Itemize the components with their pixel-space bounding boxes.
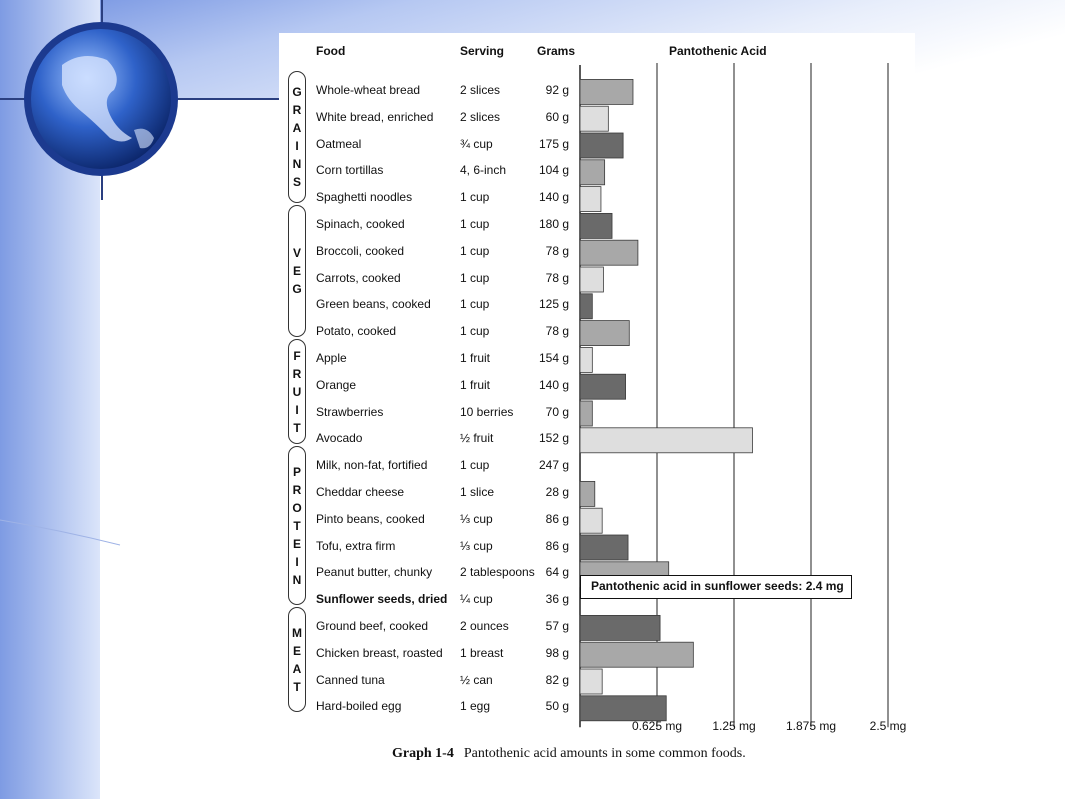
- food-label: Tofu, extra firm: [316, 538, 396, 553]
- food-label: Ground beef, cooked: [316, 619, 429, 633]
- grams-label: 57 g: [545, 619, 569, 633]
- group-letter: A: [292, 661, 302, 676]
- food-label: Peanut butter, chunky: [316, 565, 433, 580]
- chart-title: Pantothenic Acid: [669, 44, 767, 58]
- group-letter: I: [295, 139, 299, 153]
- food-label: Chicken breast, roasted: [316, 645, 443, 660]
- group-letter: R: [292, 366, 302, 381]
- food-label: Canned tuna: [316, 672, 385, 687]
- food-label: Potato, cooked: [316, 324, 397, 339]
- group-letter: S: [292, 175, 301, 189]
- group-letter: F: [293, 348, 301, 363]
- group-letter: U: [292, 384, 302, 399]
- serving-label: 1 fruit: [460, 377, 491, 392]
- bar: [580, 133, 623, 158]
- food-label: Apple: [316, 351, 347, 365]
- serving-label: ¼ cup: [460, 592, 493, 607]
- bar: [580, 106, 608, 131]
- group-letter: G: [292, 282, 302, 296]
- bar: [580, 535, 628, 560]
- food-label: Hard-boiled egg: [316, 699, 402, 714]
- serving-label: 1 cup: [460, 324, 490, 339]
- grams-label: 180 g: [538, 217, 569, 231]
- grams-label: 152 g: [538, 431, 569, 446]
- serving-label: 1 slice: [460, 485, 495, 499]
- grams-label: 28 g: [545, 485, 569, 499]
- grams-label: 154 g: [538, 351, 569, 365]
- x-tick-label: 2.5 mg: [869, 719, 907, 733]
- plot-area: [279, 33, 915, 745]
- grams-label: 78 g: [545, 324, 569, 339]
- serving-label: 1 cup: [460, 270, 490, 285]
- group-letter: R: [292, 103, 302, 117]
- serving-label: 10 berries: [460, 404, 514, 419]
- serving-label: 1 cup: [460, 190, 490, 205]
- x-tick-label: 1.875 mg: [785, 719, 837, 733]
- group-letter: E: [292, 643, 301, 658]
- serving-label: 2 ounces: [460, 619, 509, 633]
- serving-label: 2 slices: [460, 83, 501, 97]
- header-food: Food: [316, 44, 346, 58]
- grams-label: 140 g: [538, 377, 569, 392]
- group-letter: M: [292, 625, 302, 640]
- food-label: Milk, non-fat, fortified: [316, 458, 428, 473]
- bar: [580, 642, 693, 667]
- bar: [580, 401, 592, 426]
- grams-label: 82 g: [545, 672, 569, 687]
- group-bracket-meat: [288, 607, 306, 712]
- group-letter: I: [295, 554, 299, 569]
- bar: [580, 240, 638, 265]
- group-letter: O: [292, 500, 302, 515]
- serving-label: ½ fruit: [460, 431, 494, 446]
- bar: [580, 347, 592, 372]
- food-label: Spinach, cooked: [316, 217, 405, 231]
- serving-label: ⅓ cup: [460, 511, 493, 526]
- food-label: White bread, enriched: [316, 109, 434, 124]
- serving-label: 2 tablespoons: [460, 565, 535, 580]
- grams-label: 140 g: [538, 190, 569, 205]
- x-tick-label: 0.625 mg: [631, 719, 683, 733]
- grams-label: 125 g: [538, 297, 569, 312]
- group-letter: T: [293, 420, 301, 435]
- grams-label: 50 g: [545, 699, 569, 714]
- serving-label: 1 egg: [460, 699, 491, 714]
- grams-label: 64 g: [545, 565, 569, 580]
- group-letter: N: [292, 157, 302, 171]
- food-label: Sunflower seeds, dried: [316, 592, 448, 607]
- food-label: Cheddar cheese: [316, 485, 405, 499]
- bar: [580, 615, 660, 640]
- group-letter: R: [292, 482, 302, 497]
- group-letter: E: [292, 536, 301, 551]
- group-letter: I: [295, 402, 299, 417]
- caption-text: Pantothenic acid amounts in some common foods.: [463, 746, 746, 761]
- serving-label: 4, 6-inch: [460, 163, 507, 178]
- food-label: Orange: [316, 377, 357, 392]
- group-letter: G: [292, 85, 302, 99]
- grams-label: 104 g: [538, 163, 569, 178]
- sunflower-callout: Pantothenic acid in sunflower seeds: 2.4 mg: [580, 575, 852, 599]
- grams-label: 78 g: [545, 270, 569, 285]
- chart-panel: [279, 33, 915, 761]
- serving-label: 1 cup: [460, 297, 490, 312]
- bar: [580, 428, 752, 453]
- bar: [580, 79, 633, 104]
- serving-label: 1 cup: [460, 458, 490, 473]
- grams-label: 175 g: [538, 136, 569, 151]
- caption-number: Graph 1-4: [392, 746, 454, 761]
- grams-label: 98 g: [545, 645, 569, 660]
- group-letter: V: [292, 246, 301, 260]
- serving-label: 1 cup: [460, 217, 490, 231]
- group-letter: E: [292, 264, 301, 278]
- bar: [580, 160, 605, 185]
- serving-label: ½ can: [460, 672, 493, 687]
- graph-caption: [392, 746, 746, 762]
- bar: [580, 213, 612, 238]
- serving-label: 1 breast: [460, 645, 504, 660]
- bar: [580, 374, 626, 399]
- serving-label: ⅓ cup: [460, 538, 493, 553]
- bar: [580, 669, 602, 694]
- bar: [580, 187, 601, 212]
- grams-label: 60 g: [545, 109, 569, 124]
- group-letter: T: [293, 518, 301, 533]
- food-label: Corn tortillas: [316, 163, 384, 178]
- serving-label: 1 fruit: [460, 351, 491, 365]
- food-label: Pinto beans, cooked: [316, 511, 425, 526]
- grams-label: 92 g: [545, 83, 569, 97]
- x-tick-label: 1.25 mg: [712, 719, 756, 733]
- group-letter: P: [292, 464, 301, 479]
- grams-label: 86 g: [545, 511, 569, 526]
- serving-label: 2 slices: [460, 109, 501, 124]
- bar: [580, 267, 603, 292]
- header-serving: Serving: [460, 44, 505, 58]
- grams-label: 36 g: [545, 592, 569, 607]
- grams-label: 247 g: [538, 458, 569, 473]
- grams-label: 78 g: [545, 243, 569, 258]
- food-label: Avocado: [316, 431, 363, 446]
- bar: [580, 294, 592, 319]
- serving-label: ¾ cup: [460, 136, 493, 151]
- header-grams: Grams: [537, 44, 576, 58]
- globe-icon: [22, 20, 180, 178]
- food-label: Whole-wheat bread: [316, 83, 421, 97]
- group-letter: A: [292, 121, 302, 135]
- bar: [580, 696, 666, 721]
- serving-label: 1 cup: [460, 243, 490, 258]
- food-label: Broccoli, cooked: [316, 243, 405, 258]
- bar: [580, 508, 602, 533]
- food-label: Strawberries: [316, 404, 384, 419]
- grams-label: 70 g: [545, 404, 569, 419]
- group-letter: N: [292, 572, 302, 587]
- bar: [580, 321, 629, 346]
- food-label: Carrots, cooked: [316, 270, 401, 285]
- grams-label: 86 g: [545, 538, 569, 553]
- food-label: Spaghetti noodles: [316, 190, 413, 205]
- group-letter: T: [293, 679, 301, 694]
- bar: [580, 481, 595, 506]
- food-label: Green beans, cooked: [316, 297, 431, 312]
- food-label: Oatmeal: [316, 136, 362, 151]
